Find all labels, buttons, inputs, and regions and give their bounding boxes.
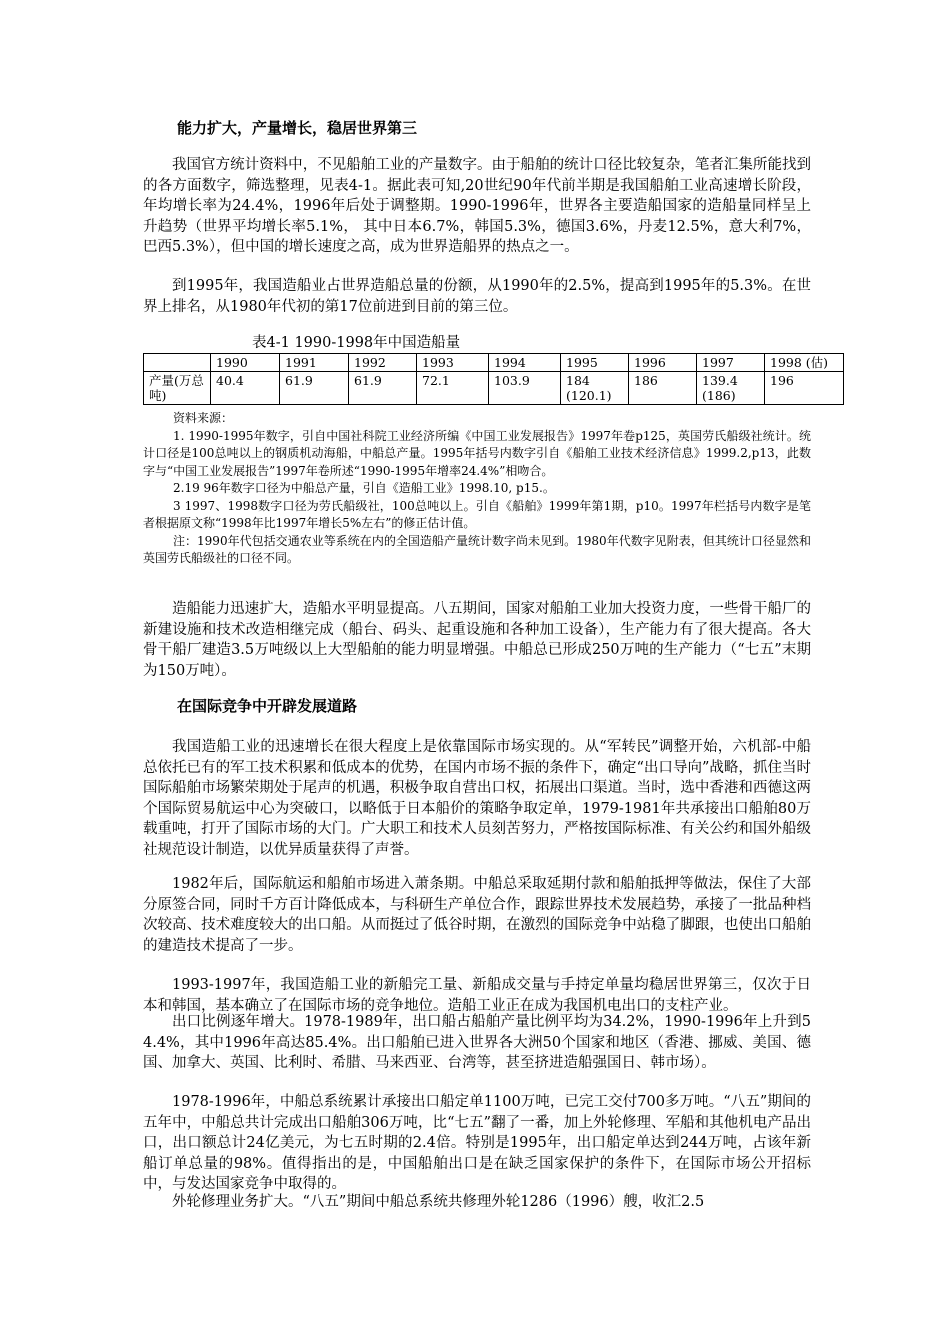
value-cell: 139.4 (186) [697,372,765,405]
row-label-cell: 产量(万总吨) [144,372,211,405]
year-cell: 1995 [561,354,629,372]
year-cell: 1993 [417,354,489,372]
value-cell: 61.9 [349,372,417,405]
paragraph-ship-repair: 外轮修理业务扩大。“八五”期间中船总系统共修理外轮1286（1996）艘，收汇2.5 [172,1194,705,1210]
value-cell: 72.1 [417,372,489,405]
notes-source-label: 资料来源： [173,411,234,425]
year-cell: 1998 (估) [765,354,844,372]
paragraph-export-strategy: 我国造船工业的迅速增长在很大程度上是依靠国际市场实现的。从“军转民”调整开始，六机部-中船总依托已有的军工技术积累和低成本的优势，在国内市场不振的条件下，确定“出口导向”战略，抓住当时国际船舶市场繁荣期处于尾声的机遇，积极争取自营出口权，拓展出口渠道。当时，选中香港和西德这两个国际贸易航运中心为突破口，以略低于日本船价的策略争取定单，1979-1981年共承接出口船舶80万载重吨，打开了国际市场的大门。广大职工和技术人员刻苦努力，严格按国际标准、有关公约和国外船级社规范设计制造，以优异质量获得了声誉。 [143,739,811,858]
shipbuilding-output-table [143,353,844,405]
year-cell: 1992 [349,354,417,372]
value-cell: 196 [765,372,844,405]
note-1: 1. 1990-1995年数字，引自中国社科院工业经济所编《中国工业发展报告》1997年卷p125，英国劳氏船级社统计。统计口径是100总吨以上的钢质机动海船，中船总产量。1995年括号内数字引自《船舶工业技术经济信息》1999.2,p13，此数字与“中国工业发展报告”1997年卷所述“1990-1995年增率24.4%”相吻合。 [143,428,811,478]
value-cell: 40.4 [211,372,280,405]
value-cell: 186 [629,372,697,405]
section-heading-competition: 在国际竞争中开辟发展道路 [177,697,358,715]
value-cell: 184 (120.1) [561,372,629,405]
paragraph-recession: 1982年后，国际航运和船舶市场进入萧条期。中船总采取延期付款和船舶抵押等做法，保住了大部分原签合同，同时千方百计降低成本，与科研生产单位合作，跟踪世界技术发展趋势，承接了一批品种档次较高、技术难度较大的出口船。从而挺过了低谷时期，在激烈的国际竞争中站稳了脚跟，也使出口船舶的建造技术提高了一步。 [143,876,811,954]
note-3: 3 1997、1998数字口径为劳氏船级社，100总吨以上。引自《船舶》1999年第1期，p10。1997年栏括号内数字是笔者根据原文称“1998年比1997年增长5%左右”的修正估计值。 [143,498,811,530]
paragraph-export-orders: 1978-1996年，中船总系统累计承接出口船定单1100万吨，已完工交付700多万吨。“八五”期间的五年中，中船总共计完成出口船舶306万吨，比“七五”翻了一番，加上外轮修理、军船和其他机电产品出口，出口额总计24亿美元，为七五时期的2.4倍。特别是1995年，出口船定单达到244万吨，占该年新船订单总量的98%。值得指出的是，中国船舶出口是在缺乏国家保护的条件下，在国际市场公开招标中，与发达国家竞争中取得的。 [143,1094,811,1192]
paragraph-statistics: 我国官方统计资料中，不见船舶工业的产量数字。由于船舶的统计口径比较复杂，笔者汇集所能找到的各方面数字，筛选整理，见表4-1。据此表可知,20世纪90年代前半期是我国船舶工业高速增长阶段，年均增长率为24.4%，1996年后处于调整期。1990-1996年，世界各主要造船国家的造船量同样呈上升趋势（世界平均增长率5.1%， 其中日本6.7%，韩国5.3%，德国3.6%，丹麦12.5%，意大利7%，巴西5.3%），但中国的增长速度之高，成为世界造船界的热点之一。 [143,157,811,255]
table-header-row [144,354,844,372]
year-cell: 1996 [629,354,697,372]
paragraph-export-ratio: 出口比例逐年增大。1978-1989年，出口船占船舶产量比例平均为34.2%，1990-1996年上升到54.4%，其中1996年高达85.4%。出口船舶已进入世界各大洲50个国家和地区（香港、挪威、美国、德国、加拿大、英国、比利时、希腊、马来西亚、台湾等，甚至挤进造船强国日、韩市场）。 [143,1014,811,1071]
table-notes [143,410,811,568]
table-row [144,372,844,405]
paragraph-market-position: 1993-1997年，我国造船工业的新船完工量、新船成交量与手持定单量均稳居世界第三，仅次于日本和韩国，基本确立了在国际市场的竞争地位。造船工业正在成为我国机电出口的支柱产业。 [143,977,811,1014]
value-cell: 61.9 [280,372,349,405]
paragraph-world-share: 到1995年，我国造船业占世界造船总量的份额，从1990年的2.5%，提高到1995年的5.3%。在世界上排名，从1980年代初的第17位前进到目前的第三位。 [143,278,811,315]
year-cell: 1994 [489,354,561,372]
year-cell: 1991 [280,354,349,372]
year-cell: 1990 [211,354,280,372]
paragraph-capacity: 造船能力迅速扩大，造船水平明显提高。八五期间，国家对船舶工业加大投资力度，一些骨干船厂的新建设施和技术改造相继完成（船台、码头、起重设施和各种加工设备），生产能力有了很大提高。各大骨干船厂建造3.5万吨级以上大型船舶的能力明显增强。中船总已形成250万吨的生产能力（“七五”末期为150万吨）。 [143,601,811,679]
note-4: 注：1990年代包括交通农业等系统在内的全国造船产量统计数字尚未见到。1980年代数字见附表，但其统计口径显然和英国劳氏船级社的口径不同。 [143,533,811,565]
year-cell: 1997 [697,354,765,372]
table-corner-cell [144,354,211,372]
section-heading-capacity: 能力扩大，产量增长，稳居世界第三 [177,119,418,137]
table-caption: 表4-1 1990-1998年中国造船量 [252,335,461,351]
value-cell: 103.9 [489,372,561,405]
note-2: 2.19 96年数字口径为中船总产量，引自《造船工业》1998.10, p15.。 [173,481,555,495]
